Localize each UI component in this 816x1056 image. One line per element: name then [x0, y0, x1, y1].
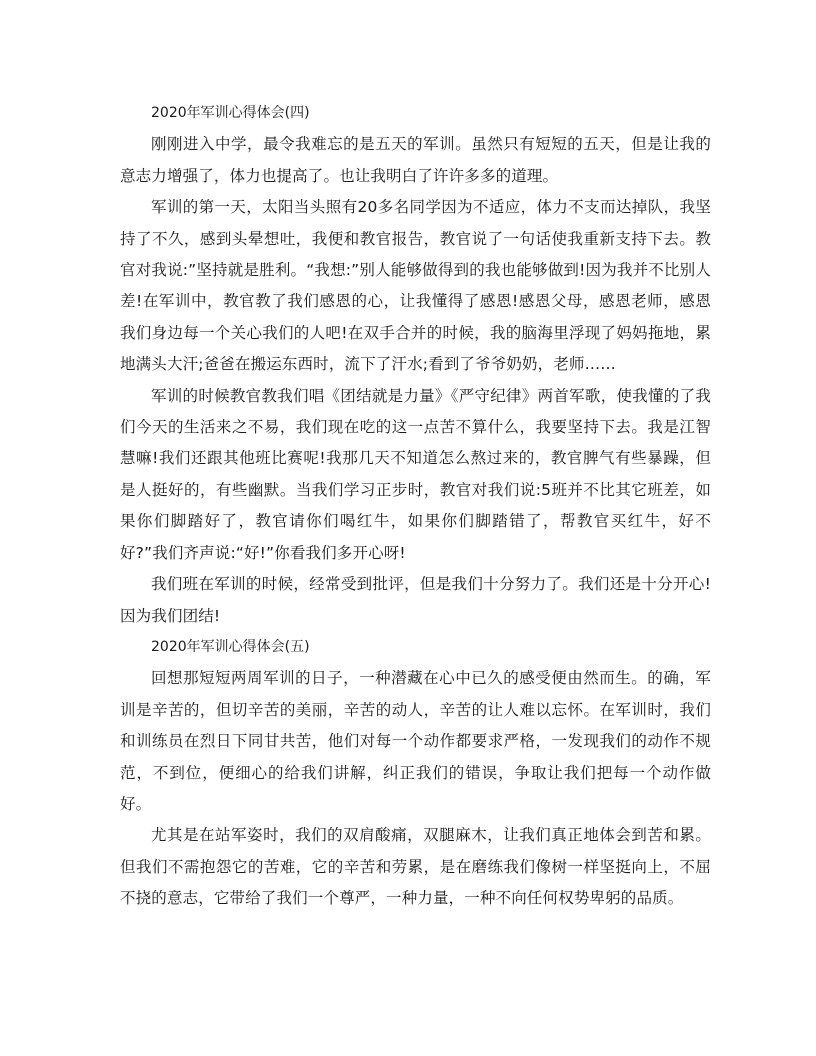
section-5-title: 2020年军训心得体会(五) — [151, 638, 310, 655]
section-4-paragraph-4: 我们班在军训的时候，经常受到批评，但是我们十分努力了。我们还是十分开心!因为我们团结! — [120, 575, 711, 625]
document-page — [120, 98, 711, 915]
section-5-paragraph-2: 尤其是在站军姿时，我们的双肩酸痛，双腿麻木，让我们真正地体会到苦和累。但我们不需抱怨它的苦难，它的辛苦和劳累，是在磨练我们像树一样坚挺向上，不屈不挠的意志，它带给了我们一个尊严，一种力量，一种不向任何权势卑躬的品质。 — [120, 826, 711, 908]
section-4-paragraph-2: 军训的第一天，太阳当头照有20多名同学因为不适应，体力不支而达掉队，我坚持了不久，感到头晕想吐，我便和教官报告，教官说了一句话使我重新支持下去。教官对我说:”坚持就是胜利。“我想:”别人能够做得到的我也能够做到!因为我并不比别人差!在军训中，教官教了我们感恩的心，让我懂得了感恩!感恩父母，感恩老师，感恩我们身边每一个关心我们的人吧!在双手合并的时候，我的脑海里浮现了妈妈拖地，累地满头大汗;爸爸在搬运东西时，流下了汗水;看到了爷爷奶奶，老师…… — [120, 198, 711, 374]
section-4-paragraph-3: 军训的时候教官教我们唱《团结就是力量》《严守纪律》两首军歌，使我懂的了我们今天的生活来之不易，我们现在吃的这一点苦不算什么，我要坚持下去。我是江智慧嘛!我们还跟其他班比赛呢!我那几天不知道怎么熬过来的，教官脾气有些暴躁，但是人挺好的，有些幽默。当我们学习正步时，教官对我们说:5班并不比其它班差，如果你们脚踏好了，教官请你们喝红牛，如果你们脚踏错了，帮教官买红牛，好不好?”我们齐声说:“好!”你看我们多开心呀! — [120, 386, 711, 562]
section-4-paragraph-1: 刚刚进入中学，最令我难忘的是五天的军训。虽然只有短短的五天，但是让我的意志力增强了，体力也提高了。也让我明白了许许多多的道理。 — [120, 135, 711, 185]
section-5-paragraph-1: 回想那短短两周军训的日子，一种潜藏在心中已久的感受便由然而生。的确，军训是辛苦的，但切辛苦的美丽，辛苦的动人，辛苦的让人难以忘怀。在军训时，我们和训练员在烈日下同甘共苦，他们对每一个动作都要求严格，一发现我们的动作不规范，不到位，便细心的给我们讲解，纠正我们的错误，争取让我们把每一个动作做好。 — [120, 669, 711, 813]
section-4-title: 2020年军训心得体会(四) — [151, 105, 310, 121]
